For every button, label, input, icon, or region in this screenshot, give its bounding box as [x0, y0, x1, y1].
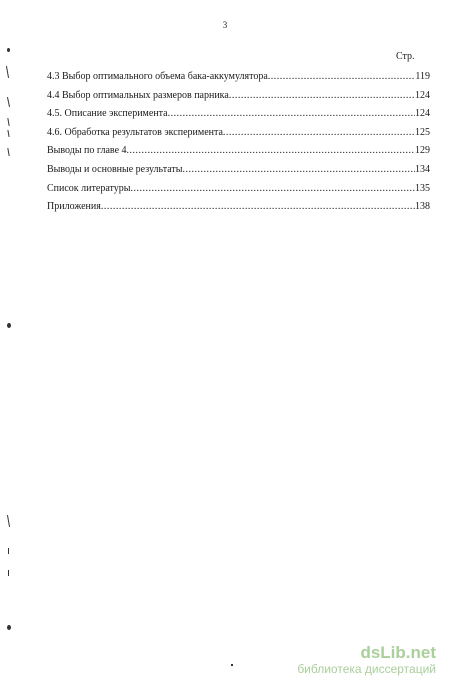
toc-entry-page: 138	[415, 201, 430, 213]
toc-entry-title: 4.3 Выбор оптимального объема бака-аккумулятора	[47, 71, 268, 82]
scan-artifact	[7, 118, 9, 126]
scan-artifact	[7, 323, 11, 328]
watermark-subtitle: библиотека диссертаций	[297, 662, 436, 676]
watermark-logo	[297, 643, 436, 676]
scan-artifact	[7, 48, 10, 52]
toc-entry-page: 124	[415, 89, 430, 101]
toc-leader-dots	[182, 164, 415, 175]
toc-entry	[47, 164, 430, 183]
toc-leader-dots	[268, 71, 416, 82]
toc-entry-page: 129	[415, 145, 430, 157]
toc-entry	[47, 127, 430, 146]
scan-artifact	[7, 148, 9, 156]
toc-entry-title: Выводы по главе 4	[47, 145, 127, 157]
scan-artifact	[7, 97, 10, 107]
toc-entry-title: Список литературы	[47, 182, 131, 194]
toc-entry-title: Выводы и основные результаты	[47, 163, 183, 175]
scan-artifact	[7, 130, 9, 137]
toc-header-label: Стр.	[396, 51, 415, 62]
toc-entry-title: 4.4 Выбор оптимальных размеров парника	[47, 89, 229, 101]
toc-entry-page: 124	[415, 108, 430, 120]
scan-artifact	[6, 66, 9, 78]
toc-leader-dots	[130, 183, 415, 194]
toc-entry	[47, 90, 430, 109]
toc-entry-page: 134	[415, 163, 430, 175]
toc-entry	[47, 108, 430, 127]
toc-entry-page: 119	[415, 71, 430, 82]
scan-artifact	[8, 570, 9, 576]
toc-entry	[47, 201, 430, 220]
page-number: 3	[222, 20, 228, 30]
scan-artifact	[231, 664, 233, 666]
toc-entry	[47, 145, 430, 164]
toc-leader-dots	[223, 127, 415, 138]
toc-leader-dots	[127, 145, 415, 156]
watermark-title: dsLib.net	[360, 643, 436, 662]
toc-leader-dots	[101, 201, 415, 212]
scan-artifact	[7, 625, 11, 630]
table-of-contents	[47, 71, 430, 220]
toc-entry	[47, 71, 430, 90]
toc-entry-title: 4.6. Обработка результатов эксперимента	[47, 126, 223, 138]
toc-leader-dots	[229, 90, 415, 101]
toc-entry-page: 125	[415, 126, 430, 138]
toc-entry	[47, 183, 430, 202]
toc-leader-dots	[168, 108, 415, 119]
toc-entry-title: 4.5. Описание эксперимента	[47, 108, 168, 120]
scan-artifact	[8, 548, 9, 554]
scan-artifact	[7, 515, 10, 527]
toc-entry-page: 135	[415, 182, 430, 194]
toc-entry-title: Приложения	[47, 201, 101, 213]
